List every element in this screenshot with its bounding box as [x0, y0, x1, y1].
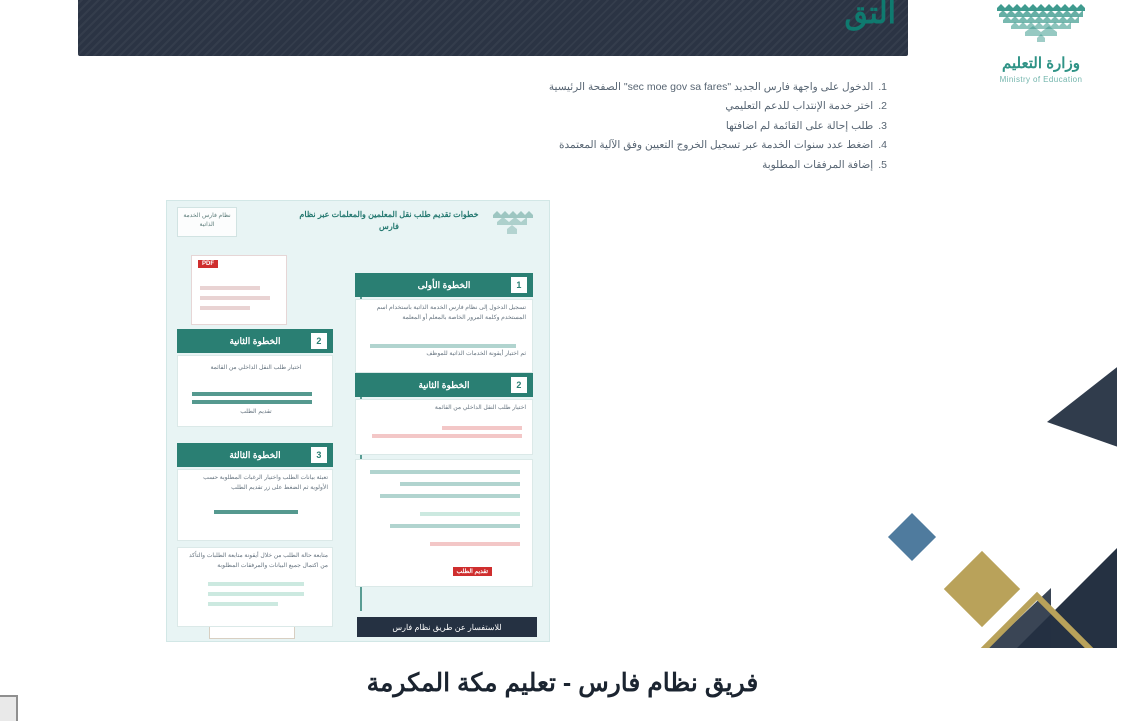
- step2-submit-tag: تقديم الطلب: [453, 567, 492, 576]
- infographic-header: [167, 201, 549, 247]
- detail-line: [400, 482, 520, 486]
- highlight-line: [442, 426, 522, 430]
- infographic-body: [167, 247, 549, 641]
- step-line: [227, 117, 887, 136]
- step4-detail-panel: [177, 547, 333, 627]
- step-line: [227, 136, 887, 155]
- step2-label-right: الخطوة الثانية: [418, 379, 470, 390]
- infographic-logo-icon: [489, 207, 541, 241]
- step3-header-bar: [177, 329, 333, 353]
- step3-number: 2: [311, 333, 327, 349]
- step2-detail-panel: [355, 459, 533, 587]
- ministry-emblem-icon: [981, 2, 1101, 48]
- numbered-steps-list: [227, 78, 887, 175]
- pdf-line: [200, 306, 250, 310]
- step1-number: 1: [511, 277, 527, 293]
- infographic-footer: للاستفسار عن طريق نظام فارس: [357, 617, 537, 637]
- step1-header-bar: [355, 273, 533, 297]
- pdf-attachment-box: [191, 255, 287, 325]
- pdf-line: [200, 296, 270, 300]
- step-line: [227, 156, 887, 175]
- step4-body: تعبئة بيانات الطلب واختيار الرغبات المطلوبة حسب الأولوية ثم الضغط على زر تقديم الطلب: [203, 475, 328, 491]
- slide-canvas: [8, 0, 1117, 712]
- slide-bottom-strip: [8, 648, 1117, 712]
- step1-body: تسجيل الدخول إلى نظام فارس الخدمة الذاتية باستخدام اسم المستخدم وكلمة المرور الخاصة بالمعلم أو المعلمة: [376, 305, 526, 321]
- step4-panel: [177, 469, 333, 541]
- infographic-image: [166, 200, 550, 642]
- step-line: [227, 78, 887, 97]
- step-text: طلب إحالة على القائمة لم اضافتها: [725, 119, 874, 132]
- step1-panel: [355, 299, 533, 373]
- detail-line: [380, 494, 520, 498]
- step3-caption: تقديم الطلب: [240, 409, 272, 415]
- step3-line: [192, 400, 312, 404]
- detail-line: [420, 512, 520, 516]
- step-text: اختر خدمة الإنتداب للدعم التعليمي: [725, 100, 874, 113]
- pdf-line: [200, 286, 260, 290]
- right-white-edge: [1117, 0, 1125, 721]
- step1-note: ثم اختيار أيقونة الخدمات الذاتية للموظف: [426, 351, 526, 357]
- highlight-line: [372, 434, 522, 438]
- bottom-left-corner-marker: [0, 695, 18, 721]
- step3-line: [192, 392, 312, 396]
- detail-line: [370, 470, 520, 474]
- step-line: [227, 97, 887, 116]
- slide-caption: فريق نظام فارس - تعليم مكة المكرمة: [366, 669, 759, 697]
- infographic-system-badge: نظام فارس الخدمة الذاتية: [177, 207, 237, 237]
- step2-body-right: اختيار طلب النقل الداخلي من القائمة: [434, 405, 526, 411]
- step-number: 3.: [878, 119, 887, 132]
- slide-top-banner: [78, 0, 908, 56]
- step-number: 5.: [878, 158, 887, 171]
- step3-label: الخطوة الثانية: [229, 335, 281, 346]
- step1-label: الخطوة الأولى: [417, 279, 471, 290]
- slide-banner-title: التق: [844, 0, 896, 30]
- pdf-tag: PDF: [198, 260, 218, 268]
- step4-number: 3: [311, 447, 327, 463]
- detail-line: [430, 542, 520, 546]
- ministry-logo-english: Ministry of Education: [999, 74, 1083, 84]
- step4-detail-line: [208, 582, 304, 586]
- step1-placeholder-line: [370, 344, 516, 348]
- step2-panel-right: [355, 399, 533, 455]
- decorative-corner-graphic: [851, 364, 1117, 664]
- step4-detail-line: [208, 592, 304, 596]
- step4-line: [214, 510, 298, 514]
- step4-label: الخطوة الثالثة: [229, 449, 281, 460]
- step-number: 4.: [878, 139, 887, 152]
- step-text: الدخول على واجهة فارس الجديد "sec moe gov sa fares" الصفحة الرئيسية: [548, 81, 874, 93]
- step4-header-bar: [177, 443, 333, 467]
- step-number: 1.: [878, 81, 887, 93]
- step-text: اضغط عدد سنوات الخدمة عبر تسجيل الخروج التعيين وفق الآلية المعتمدة: [559, 139, 874, 152]
- infographic-title: خطوات تقديم طلب نقل المعلمين والمعلمات عبر نظام فارس: [299, 210, 479, 231]
- step-number: 2.: [878, 100, 887, 113]
- left-white-edge: [0, 0, 8, 721]
- step2-number-right: 2: [511, 377, 527, 393]
- step4-detail-body: متابعة حالة الطلب من خلال أيقونة متابعة الطلبات والتأكد من اكتمال جميع البيانات والمرفقات المطلوبة: [189, 553, 328, 569]
- step3-body: اختيار طلب النقل الداخلي من القائمة: [210, 365, 302, 371]
- step2-header-bar-right: [355, 373, 533, 397]
- ministry-logo-arabic: وزارة التعليم: [1002, 55, 1080, 72]
- detail-line: [390, 524, 520, 528]
- step3-panel: [177, 355, 333, 427]
- ministry-logo: [981, 2, 1101, 102]
- step-text: إضافة المرفقات المطلوبة: [762, 158, 874, 171]
- step4-detail-line: [208, 602, 278, 606]
